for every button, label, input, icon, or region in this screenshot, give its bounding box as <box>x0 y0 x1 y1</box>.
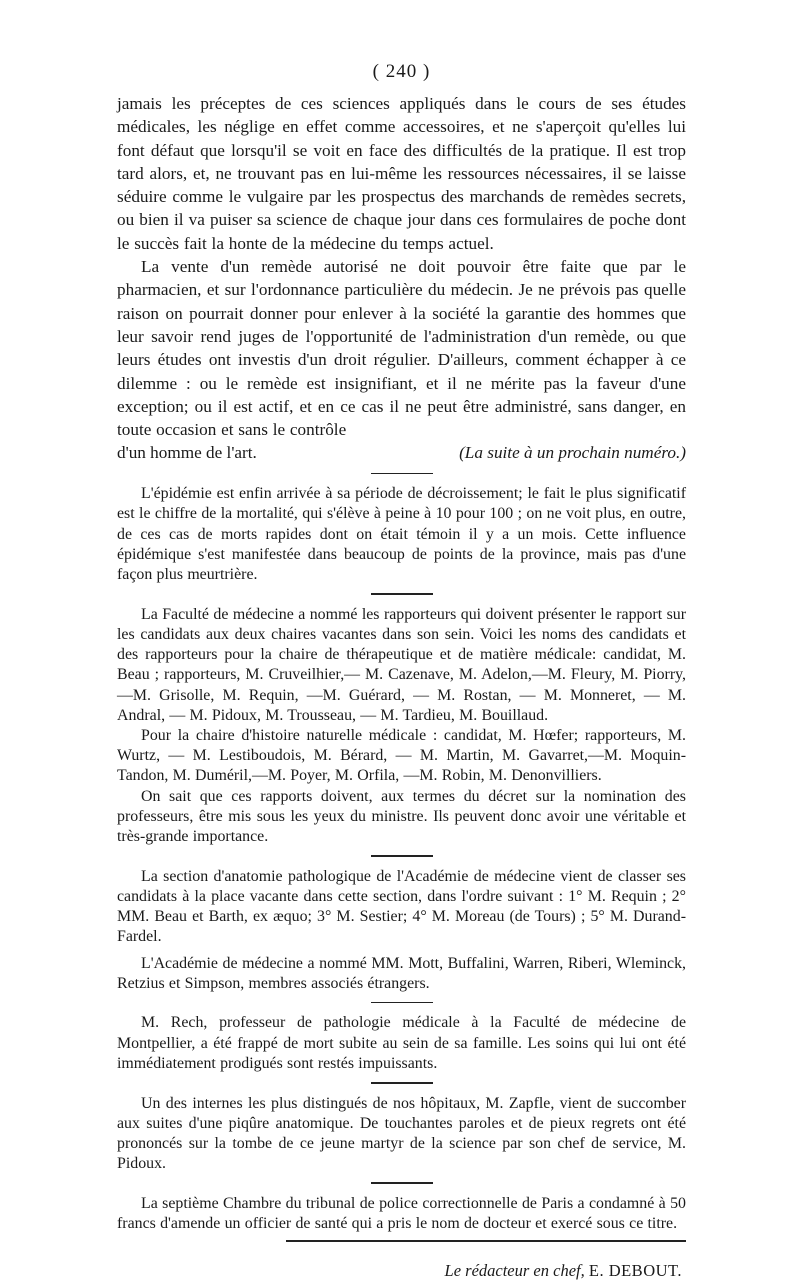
page-number: ( 240 ) <box>372 61 431 82</box>
signature <box>117 1260 686 1282</box>
news-epidemie: L'épidémie est enfin arrivée à sa période de décroissement; le fait le plus significatif est le chiffre de la mortalité, qui s'élève à peine à 10 pour 100 ; on ne voit plus, en outre, de ces cas de morts rapides dont on était témoin il y a un mois. Cette influence épidémique s'est manifestée dans beaucoup de points de la province, mais pas d'une façon plus meurtrière. <box>117 485 686 584</box>
signature-rule <box>286 1240 686 1242</box>
article-ending <box>117 441 686 464</box>
section-divider <box>371 1082 433 1084</box>
news-faculte: On sait que ces rapports doivent, aux termes du décret sur la nomination des professeurs, être mis sous les yeux du ministre. Ils peuvent donc avoir une véritable et très-grande importance. <box>117 787 686 845</box>
section-divider <box>371 1182 433 1184</box>
news-rech: M. Rech, professeur de pathologie médicale à la Faculté de médecine de Montpellier, a été frappé de mort subite au sein de sa famille. Les soins qui lui ont été immédiatement prodigués sont restés impuissants. <box>117 1014 686 1072</box>
section-divider <box>371 855 433 857</box>
news-zapfle: Un des internes les plus distingués de nos hôpitaux, M. Zapfle, vient de succomber aux suites d'une piqûre anatomique. De touchantes paroles et de pieux regrets ont été prononcés sur la tombe de ce jeune martyr de la science par son chef de service, M. Pidoux. <box>117 1094 686 1173</box>
article-paragraph: La vente d'un remède autorisé ne doit pouvoir être faite que par le pharmacien, et sur l'ordonnance particulière du médecin. Je ne prévois pas quelle raison on pourrait donner pour enlever à la société la garantie des hommes que leur savoir rend juges de l'opportunité de l'administration d'un remède, ou que leurs études ont investis d'un droit régulier. D'ailleurs, comment échapper à ce dilemme : ou le remède est insignifiant, et il ne mérite pas la faveur d'une exception; ou il est actif, et en ce cas il ne peut être administré, sans danger, en toute occasion et sans le contrôle <box>117 257 686 440</box>
news-faculte: Pour la chaire d'histoire naturelle médicale : candidat, M. Hœfer; rapporteurs, M. Wurtz, — M. Lestiboudois, M. Bérard, — M. Martin, M. Gavarret,—M. Moquin-Tandon, M. Duméril,—M. Poyer, M. Orfila, —M. Robin, M. Denonvilliers. <box>117 726 686 785</box>
news-academie: L'Académie de médecine a nommé MM. Mott, Buffalini, Warren, Riberi, Wleminck, Retzius et Simpson, membres associés étrangers. <box>117 954 686 992</box>
article-last-line: d'un homme de l'art. <box>117 443 257 463</box>
signature-name: E. DEBOUT. <box>588 1260 682 1280</box>
section-divider <box>371 1002 433 1004</box>
document-page <box>117 60 686 1282</box>
news-faculte: La Faculté de médecine a nommé les rapporteurs qui doivent présenter le rapport sur les candidats aux deux chaires vacantes dans son sein. Voici les noms des candidats et des rapporteurs pour la chaire de thérapeutique et de matière médicale: candidat, M. Beau ; rapporteurs, M. Cruveilhier,— M. Cazenave, M. Adelon,—M. Fleury, M. Piorry,—M. Grisolle, M. Requin, —M. Guérard, — M. Rostan, — M. Monneret, — M. Andral, — M. Pidoux, M. Trousseau, — M. Tardieu, M. Bouillaud. <box>117 605 686 724</box>
news-tribunal: La septième Chambre du tribunal de police correctionnelle de Paris a condamné à 50 francs d'amende un officier de santé qui a pris le nom de docteur et exercé sous ce titre. <box>117 1194 686 1233</box>
article-paragraph: jamais les préceptes de ces sciences appliqués dans le cours de ses études médicales, les néglige en effet comme accessoires, et ne s'aperçoit qu'elles lui font défaut que lorsqu'il se voit en face des difficultés de la pratique. Il est trop tard alors, et, ne trouvant pas en lui-même les ressources nécessaires, il se laisse séduire comme le vulgaire par les prospectus des marchands de remèdes secrets, ou bien il va puiser sa science de chaque jour dans ces formulaires de poche dont le succès fait la honte de la médecine du temps actuel. <box>117 94 686 253</box>
section-divider <box>371 473 433 475</box>
signature-role: Le rédacteur en chef, <box>444 1260 585 1280</box>
section-divider <box>371 593 433 595</box>
continued-notice: (La suite à un prochain numéro.) <box>459 443 686 463</box>
news-academie: La section d'anatomie pathologique de l'Académie de médecine vient de classer ses candidats à la place vacante dans cette section, dans l'ordre suivant : 1° M. Requin ; 2° MM. Beau et Barth, ex æquo; 3° M. Sestier; 4° M. Moreau (de Tours) ; 5° M. Durand-Fardel. <box>117 867 686 946</box>
